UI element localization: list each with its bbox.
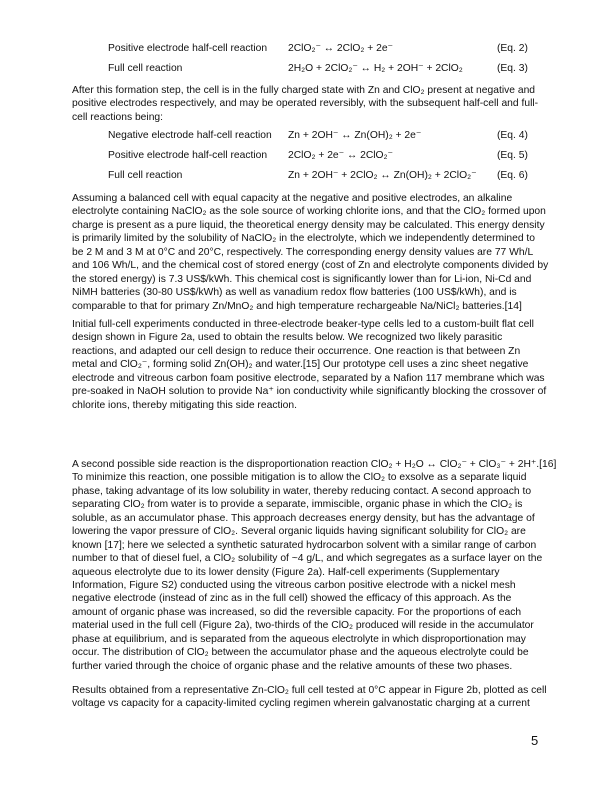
text-line: phase at equilibrium, and is separated from the aqueous electrolyte in which disproportionation may <box>72 633 526 645</box>
equation-formula: 2ClO₂⁻ ↔ 2ClO₂ + 2e⁻ <box>288 43 393 54</box>
text-line: electrolyte containing NaClO₂ as the sole source of working chlorite ions, and that the ClO₂ formed upon <box>72 206 546 218</box>
equation-row <box>0 129 612 143</box>
text-line: pre-soaked in NaOH solution to provide Na⁺ ion conductivity while significantly blocking the crossover of <box>72 386 547 398</box>
text-line: the stored energy) is 7.3 US$/kWh. This chemical cost is significantly lower than for Li-ion, Ni-Cd and <box>72 273 532 285</box>
text-line: aqueous electrolyte due to its lower density (Figure 2a). Half-cell experiments (Supplementary <box>72 566 500 578</box>
equation-formula: 2ClO₂ + 2e⁻ ↔ 2ClO₂⁻ <box>288 150 393 161</box>
text-line: A second possible side reaction is the disproportionation reaction ClO₂ + H₂O ↔ ClO₂⁻ + ClO₃⁻ + 2H⁺.[16] <box>72 459 557 470</box>
text-line: Initial full-cell experiments conducted in three-electrode beaker-type cells led to a custom-built flat cell <box>72 319 534 330</box>
text-line: Information, Figure S2) conducted using the vitreous carbon positive electrode with a nickel mesh <box>72 579 516 591</box>
text-line: Assuming a balanced cell with equal capacity at the negative and positive electrodes, an alkaline <box>72 193 513 204</box>
text-line: and 106 Wh/L, and the chemical cost of stored energy (cost of Zn and electrolyte components divided by <box>72 260 549 272</box>
text-line: further varied through the choice of organic phase and the relative amounts of these two phases. <box>72 660 513 672</box>
equation-label: Full cell reaction <box>108 63 183 74</box>
text-line: NiMH batteries (30-80 US$/kWh) as well as vanadium redox flow batteries (100 US$/kWh), and is <box>72 287 517 299</box>
text-line: known [17]; here we selected a synthetic saturated hydrocarbon solvent with a similar range of carbon <box>72 539 537 551</box>
text-line: voltage vs capacity for a capacity-limited cycling regimen wherein galvanostatic charging at a current <box>72 698 530 710</box>
equation-number: (Eq. 2) <box>497 43 528 54</box>
text-line: be 2 M and 3 M at 0°C and 20°C, respectively. The corresponding energy density values are 77 Wh/L <box>72 246 534 258</box>
paragraph-energy-density <box>72 192 549 313</box>
text-line: occur. The distribution of ClO₂ between the accumulator phase and the aqueous electrolyte could be <box>72 647 529 659</box>
equation-label: Positive electrode half-cell reaction <box>108 43 268 54</box>
text-line: After this formation step, the cell is in the fully charged state with Zn and ClO₂ present at negative and <box>72 85 536 96</box>
text-line: positive electrodes respectively, and may be operated reversibly, with the subsequent half-cell and full- <box>72 98 539 110</box>
text-line: lowering the vapor pressure of ClO₂. Several organic liquids having significant solubility for ClO₂ are <box>72 526 526 538</box>
text-line: electrode and vitreous carbon foam positive electrode, separated by a Nafion 117 membrane which was <box>72 372 545 384</box>
equation-formula: Zn + 2OH⁻ + 2ClO₂ ↔ Zn(OH)₂ + 2ClO₂⁻ <box>288 170 477 181</box>
text-line: reactions, and adapted our cell design to reduce their occurrence. One reaction is that between Zn <box>72 345 521 357</box>
text-line: chlorite ions, thereby mitigating this side reaction. <box>72 399 297 411</box>
equation-number: (Eq. 5) <box>497 150 528 161</box>
text-line: separating ClO₂ from water is to provide a separate, immiscible, organic phase in which the ClO₂ is <box>72 499 523 511</box>
text-line: number to that of diesel fuel, a ClO₂ solubility of ~4 g/L, and which segregates as a surface layer on the <box>72 553 543 565</box>
equation-label: Full cell reaction <box>108 170 183 181</box>
paragraph-side-reaction <box>72 458 557 673</box>
page-number: 5 <box>531 733 539 748</box>
equation-formula: 2H₂O + 2ClO₂⁻ ↔ H₂ + 2OH⁻ + 2ClO₂ <box>288 63 463 74</box>
paragraph-initial-experiments <box>72 318 547 412</box>
text-line: charge is present as a pure liquid, the theoretical energy density may be calculated. This energy density <box>72 219 545 231</box>
text-line: Results obtained from a representative Zn-ClO₂ full cell tested at 0°C appear in Figure 2b, plotted as cell <box>72 685 547 696</box>
text-line: soluble, as an accumulator phase. This approach decreases energy density, but has the advantage of <box>72 512 535 524</box>
equation-row <box>0 42 612 56</box>
text-line: phase, taking advantage of its low solubility in water, thereby reducing contact. A second approach to <box>72 485 532 497</box>
equation-row <box>0 62 612 76</box>
text-line: design shown in Figure 2a, used to obtain the results below. We recognized two likely parasitic <box>72 332 503 344</box>
text-line: material used in the full cell (Figure 2a), two-thirds of the ClO₂ produced will reside in the accumulator <box>72 620 534 632</box>
paragraph-formation-step <box>72 84 542 124</box>
text-line: negative electrode (instead of zinc as in the full cell) showed the efficacy of this approach. As the <box>72 593 512 605</box>
equation-row <box>0 149 612 163</box>
text-line: amount of organic phase was increased, so did the reversible capacity. For the proportions of each <box>72 606 522 618</box>
text-line: comparable to that for primary Zn/MnO₂ and high temperature rechargeable Na/NiCl₂ batteries.[14] <box>72 300 522 312</box>
text-line: To minimize this reaction, one possible mitigation is to allow the ClO₂ to exsolve as a separate liquid <box>72 472 527 484</box>
equation-label: Positive electrode half-cell reaction <box>108 150 268 161</box>
equation-number: (Eq. 4) <box>497 130 528 141</box>
text-line: cell reactions being: <box>72 111 164 123</box>
text-line: metal and ClO₂⁻, forming solid Zn(OH)₂ and water.[15] Our prototype cell uses a zinc sheet negative <box>72 359 529 371</box>
equation-formula: Zn + 2OH⁻ ↔ Zn(OH)₂ + 2e⁻ <box>288 130 422 141</box>
equation-row <box>0 169 612 183</box>
equation-label: Negative electrode half-cell reaction <box>108 130 272 141</box>
equation-number: (Eq. 6) <box>497 170 528 181</box>
equation-number: (Eq. 3) <box>497 63 528 74</box>
paragraph-results <box>72 684 547 711</box>
text-line: is primarily limited by the solubility of NaClO₂ in the electrolyte, which we independently determined to <box>72 233 535 245</box>
